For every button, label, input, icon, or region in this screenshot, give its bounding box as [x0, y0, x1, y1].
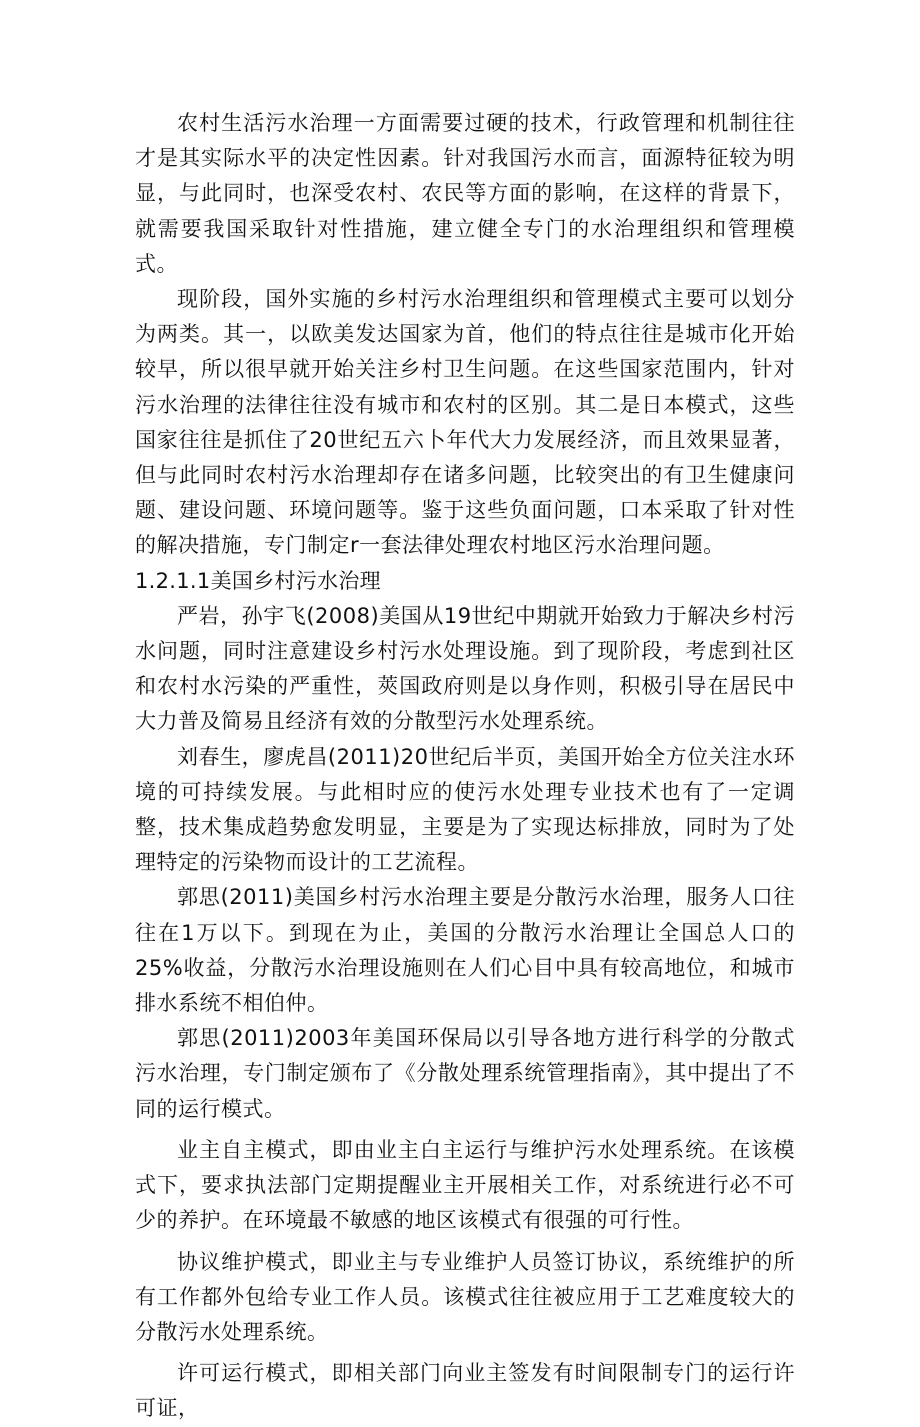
paragraph-guo-si-2: 郭思(2011)2003年美国环保局以引导各地方进行科学的分散式污水治理，专门制定颁布了《分散处理系统管理指南》，其中提出了不同的运行模式。: [135, 1026, 795, 1121]
paragraph-liu-chunsheng: 刘春生，廖虎昌(2011)20世纪后半页，美国开始全方位关注水环境的可持续发展。与此相时应的使污水处理专业技术也有了一定调整，技术集成趋势愈发明显，主要是为了实现达标排放，同时为了处理特定的污染物而设计的工艺流程。: [135, 744, 795, 875]
paragraph-agreement-mode: 协议维护模式，即业主与专业维护人员签订协议，系统维护的所有工作都外包给专业工作人员。该模式往往被应用于工艺难度较大的分散污水处理系统。: [135, 1249, 795, 1344]
document-body: [135, 106, 795, 1427]
paragraph-intro-1: 农村生活污水治理一方面需要过硬的技术，行政管理和机制往往才是其实际水平的决定性因素。针对我国污水而言，面源特征较为明显，与此同时，也深受农村、农民等方面的影响，在这样的背景下，就需要我国采取针对性措施，建立健全专门的水治理组织和管理模式。: [135, 111, 795, 276]
paragraph-intro-2: 现阶段，国外实施的乡村污水治理组织和管理模式主要可以划分为两类。其一，以欧美发达国家为首，他们的特点往往是城市化开始较早，所以很早就开始关注乡村卫生问题。在这些国家范围内，针对污水治理的法律往往没有城市和农村的区别。其二是日本模式，这些国家往往是抓住了20世纪五六卜年代大力发展经济，而且效果显著，但与此同时农村污水治理却存在诸多问题，比较突出的有卫生健康问题、建设问题、环境问题等。鉴于这些负面问题，口本采取了针对性的解决措施，专门制定r一套法律处理农村地区污水治理问题。: [135, 287, 795, 558]
section-heading: 1.2.1.1美国乡村污水治理: [135, 568, 381, 593]
paragraph-owner-mode: 业主自主模式，即由业主白主运行与维护污水处理系统。在该模式下，要求执法部门定期提醒业主开展相关工作，对系统进行必不可少的养护。在环境最不敏感的地区该模式有很强的可行性。: [135, 1137, 795, 1233]
paragraph-guo-si-1: 郭思(2011)美国乡村污水治理主要是分散污水治理，服务人口往往在1万以下。到现在为止，美国的分散污水治理让全国总人口的25%收益，分散污水治理设施则在人们心目中具有较高地位，和城市排水系统不相伯仲。: [135, 885, 795, 1016]
paragraph-permit-mode: 许可运行模式，即相关部门向业主签发有时间限制专门的运行许可证，: [135, 1361, 795, 1421]
paragraph-yan-yan: 严岩，孙宇飞(2008)美国从19世纪中期就开始致力于解决乡村污水问题，同时注意建设乡村污水处理设施。到了现阶段，考虑到社区和农村水污染的严重性，莢国政府则是以身作则，积极引导在居民中大力普及简易且经济有效的分散型污水处理系统。: [135, 603, 795, 734]
